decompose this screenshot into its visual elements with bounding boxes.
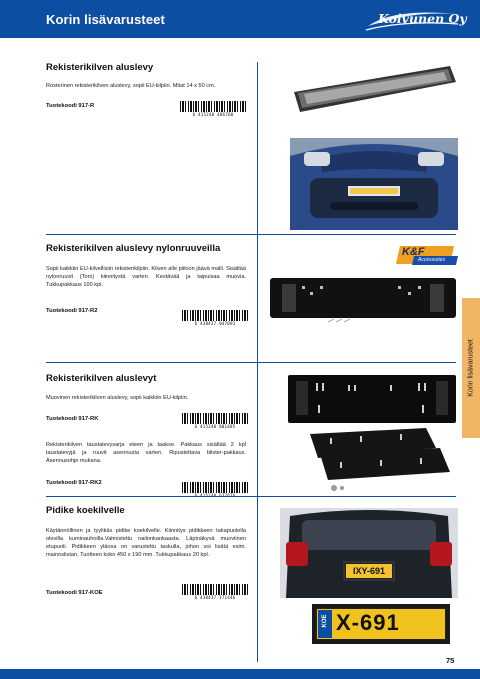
section-divider-2 (46, 362, 456, 363)
section-divider-1 (46, 234, 456, 235)
product-code-1: Tuotekoodi 917-R (46, 103, 95, 109)
barcode-digits-2: 6 438437 047093 (194, 321, 236, 326)
photo-car-rear (280, 508, 458, 598)
page-number: 75 (446, 656, 455, 665)
brand-badge (396, 244, 458, 266)
barcode-1 (180, 101, 246, 117)
photo-koe-plate (312, 604, 450, 644)
section-text-4: Käytännöllinen ja tyylikäs pidike koekilvelle. Kiinnitys pidikkeen takapuolella olevilla kuminauhoilla.Valmistettu nailonkankaasta. Läpinäkyvä muoviinen etupuoli. Pidikkeen yläosa on varustettu taskulla, johon voi lisätä esim. mainoslistan. Tuotteen koko 450 x 190 mm. Tukkupakkaus 20 kpl. (46, 528, 246, 558)
product-code-3b: Tuotekoodi 917-RK2 (46, 480, 102, 486)
product-code-4: Tuotekoodi 917-KOE (46, 590, 103, 596)
section-title-1: Rekisterikilven aluslevy (46, 62, 154, 73)
section-divider-3 (46, 496, 456, 497)
koe-prefix: KOE (322, 614, 328, 628)
page-header (0, 0, 480, 38)
section-text-2: Sopii kaikkiin EU-kilvellisiin rekisterikilpiin. Kilven alle piiloon jäävä malli. Sisältää nylonruuvit (Torx) kiinnitystä varten. Kestävää ja taipuisaa muovia. Tukkupakkaus 100 kpl. (46, 266, 246, 288)
section-title-3: Rekisterikilven aluslevyt (46, 373, 157, 384)
photo-black-holder (288, 375, 456, 423)
photo-steel-plate (290, 60, 460, 120)
car-plate: IXY-691 (346, 564, 392, 578)
section-text-3: Muovinen rekisterikilven aluslevy, sopii kaikkiin EU-kilpiin. (46, 395, 189, 401)
barcode-digits-4: 6 438437 171446 (194, 595, 236, 600)
product-code-3: Tuotekoodi 917-RK (46, 416, 99, 422)
section-title-2: Rekisterikilven aluslevy nylonruuveilla (46, 243, 221, 254)
page-footer-bar (0, 669, 480, 679)
logo-text: Koivunen Oy (378, 11, 467, 26)
koe-plate-text: X-691 (336, 610, 400, 635)
section-title-4: Pidike koekilvelle (46, 505, 125, 516)
side-tab-label: Korin lisävarusteet (467, 339, 475, 397)
barcode-digits-1: 6 415240 486760 (192, 112, 234, 117)
barcode-3 (182, 413, 248, 429)
product-code-2: Tuotekoodi 917-R2 (46, 308, 98, 314)
header-title: Korin lisävarusteet (46, 12, 165, 27)
photo-nylon-holder (268, 274, 458, 324)
barcode-2 (182, 310, 248, 326)
barcode-4 (182, 584, 248, 600)
side-tab (462, 298, 480, 438)
barcode-digits-3: 6 415240 801485 (194, 424, 236, 429)
photo-holder-set (300, 426, 456, 496)
brand-badge-small: Accessories (418, 257, 445, 263)
company-logo (364, 6, 467, 34)
brand-badge-big: K&F (402, 246, 425, 258)
section-text-1: Rosterinen rekisterikilven aluslevy, sopii EU-kilpiin. Mitat 14 x 50 cm. (46, 83, 216, 89)
photo-car-front (290, 138, 458, 230)
section-text-3b: Rekisterikilven taustalevysarja eteen ja taakse. Pakkaus sisältää 2 kpl taustalevyjä ja ruuvit asennusta varten. Ripustettava blister-pakkaus. Asennusohje mukana. (46, 442, 246, 464)
